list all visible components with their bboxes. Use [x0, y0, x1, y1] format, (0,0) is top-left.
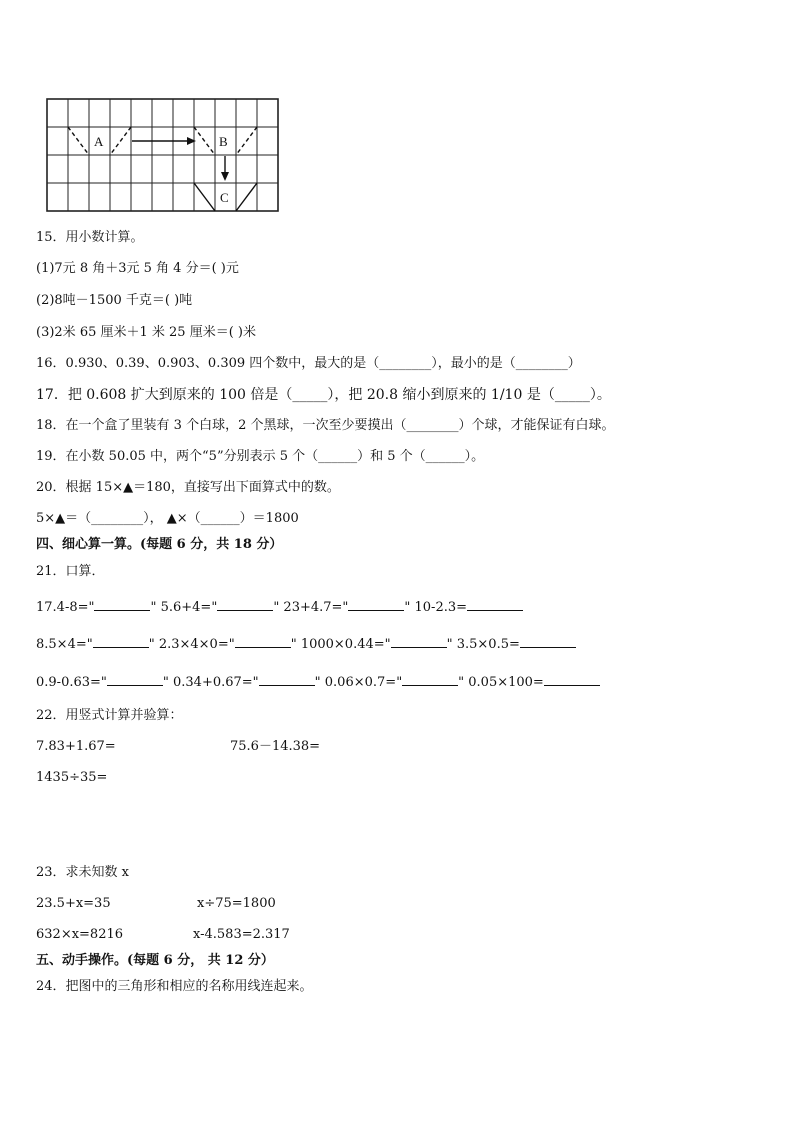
label-c: C — [220, 190, 229, 205]
q19: 19．在小数 50.05 中，两个“5”分别表示 5 个（______）和 5 个（______）。 — [36, 449, 485, 464]
q21-r2-d: " 3.5×0.5= — [446, 637, 520, 652]
q21-r1-d: " 10-2.3= — [404, 600, 468, 615]
arrow-down-icon — [221, 156, 229, 181]
q21-r2-a: 8.5×4=" — [36, 637, 93, 652]
q16: 16．0.930、0.39、0.903、0.309 四个数中，最大的是（________），最小的是（________） — [36, 356, 581, 371]
q22-c: 1435÷35= — [36, 770, 108, 785]
q21-row-2 — [36, 635, 576, 654]
q21-r3-d: " 0.05×100= — [458, 675, 544, 690]
q21-r1-a: 17.4-8=" — [36, 600, 95, 615]
q21-r1-c: " 23+4.7=" — [273, 600, 349, 615]
q21-r2-c: " 1000×0.44=" — [290, 637, 391, 652]
q23-a: 23.5+x=35 — [36, 896, 111, 911]
q21-r1-b: " 5.6+4=" — [150, 600, 218, 615]
q21-r3-c: " 0.06×0.7=" — [314, 675, 403, 690]
q23-c: 632×x=8216 — [36, 927, 124, 942]
grid-lines — [47, 99, 278, 211]
q21-title: 21．口算． — [36, 564, 105, 579]
section-4-heading: 四、细心算一算。(每题 6 分，共 18 分） — [36, 537, 283, 552]
q22-b: 75.6－14.38= — [230, 739, 321, 754]
q23-title: 23．求未知数 x — [36, 865, 130, 880]
q24: 24．把图中的三角形和相应的名称用线连起来。 — [36, 979, 313, 994]
q21-row-1 — [36, 598, 523, 617]
label-b: B — [219, 134, 228, 149]
section-5-heading: 五、动手操作。(每题 6 分， 共 12 分） — [36, 953, 274, 968]
q22-title: 22．用竖式计算并验算： — [36, 708, 183, 723]
q23-d: x-4.583=2.317 — [193, 927, 290, 942]
q21-row-3 — [36, 673, 600, 692]
q20-line: 5×▲＝（________）， ▲×（______）＝1800 — [36, 511, 299, 526]
q21-r2-b: " 2.3×4×0=" — [148, 637, 235, 652]
q21-r3-a: 0.9-0.63=" — [36, 675, 107, 690]
q15-line-1: (1)7元 8 角＋3元 5 角 4 分＝( )元 — [36, 261, 239, 276]
translation-grid-figure — [46, 98, 282, 214]
q21-r3-b: " 0.34+0.67=" — [162, 675, 259, 690]
q15-line-2: (2)8吨－1500 千克＝( )吨 — [36, 293, 193, 308]
q15-title: 15．用小数计算。 — [36, 230, 144, 245]
q23-b: x÷75=1800 — [197, 896, 276, 911]
q22-a: 7.83+1.67= — [36, 739, 116, 754]
q18: 18．在一个盒了里装有 3 个白球，2 个黑球，一次至少要摸出（________）个球，才能保证有白球。 — [36, 418, 615, 433]
q17: 17．把 0.608 扩大到原来的 100 倍是（_____），把 20.8 缩小到原来的 1/10 是（_____）。 — [36, 387, 611, 403]
label-a: A — [94, 134, 104, 149]
q20-title: 20．根据 15×▲＝180，直接写出下面算式中的数。 — [36, 480, 340, 495]
q15-line-3: (3)2米 65 厘米＋1 米 25 厘米＝( )米 — [36, 325, 256, 340]
arrow-right-icon — [132, 137, 196, 145]
